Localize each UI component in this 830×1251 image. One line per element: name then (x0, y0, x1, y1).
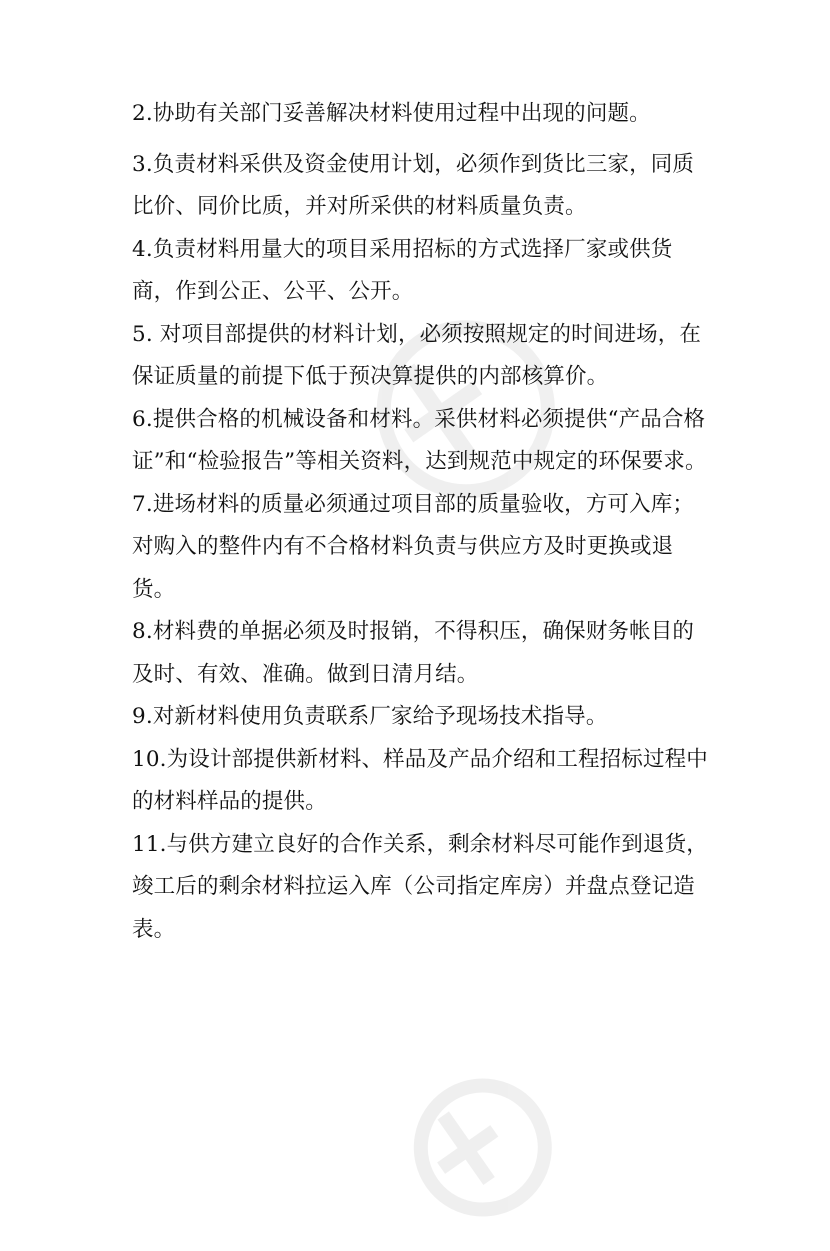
watermark-logo (371, 1026, 599, 1244)
paragraph-item-6: 6.提供合格的机械设备和材料。采供材料必须提供“产品合格证”和“检验报告”等相关资料，达到规范中规定的环保要求。 (132, 406, 707, 474)
paragraph-item-4: 4.负责材料用量大的项目采用招标的方式选择厂家或供货商，作到公正、公平、公开。 (132, 236, 673, 304)
watermark-circle (387, 1051, 579, 1243)
paragraph-item-10: 10.为设计部提供新材料、样品及产品介绍和工程招标过程中的材料样品的提供。 (132, 746, 708, 814)
paragraph-item-5: 5. 对项目部提供的材料计划，必须按照规定的时间进场，在保证质量的前提下低于预决算提供的内部核算价。 (132, 321, 702, 389)
paragraph-item-3: 3.负责材料采供及资金使用计划，必须作到货比三家，同质比价、同价比质，并对所采供的材料质量负责。 (132, 151, 695, 219)
paragraph-item-9: 9.对新材料使用负责联系厂家给予现场技术指导。 (132, 704, 608, 729)
paragraph-item-7: 7.进场材料的质量必须通过项目部的质量验收，方可入库；对购入的整件内有不合格材料负责与供应方及时更换或退货。 (132, 491, 695, 602)
paragraph-item-8: 8.材料费的单据必须及时报销，不得积压，确保财务帐目的及时、有效、准确。做到日清月结。 (132, 619, 695, 687)
document-content (132, 93, 712, 951)
paragraph-item-11: 11.与供方建立良好的合作关系，剩余材料尽可能作到退货，竣工后的剩余材料拉运入库（公司指定库房）并盘点登记造表。 (132, 831, 708, 942)
paragraph-item-2: 2.协助有关部门妥善解决材料使用过程中出现的问题。 (132, 101, 651, 126)
watermark-mark (437, 1125, 498, 1174)
